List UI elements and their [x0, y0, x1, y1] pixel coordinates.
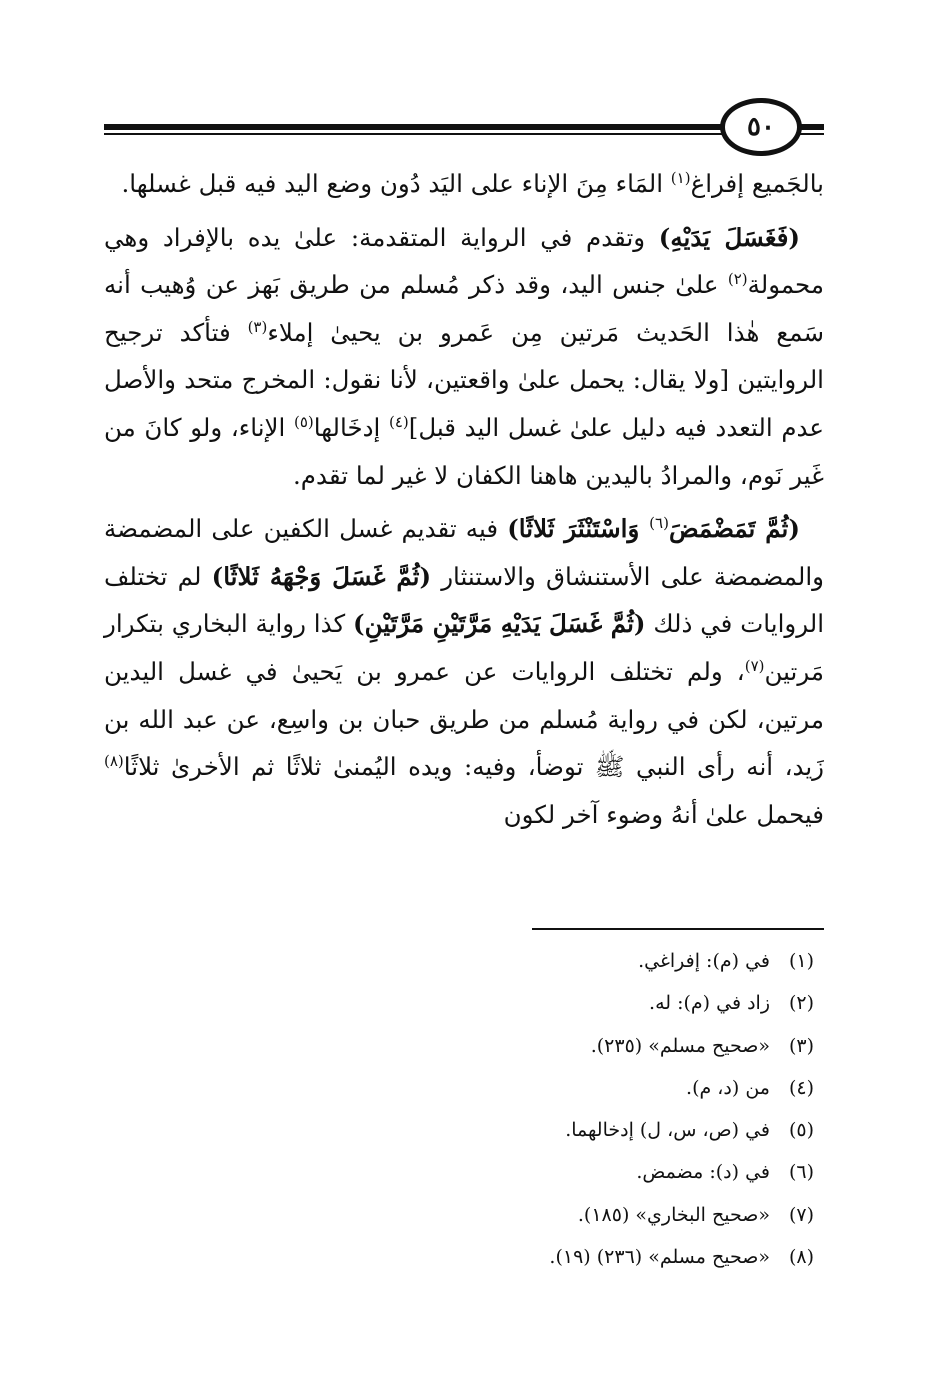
footnote-text: «صحيح مسلم» (٢٣٥).	[590, 1034, 770, 1057]
text-run: المَاء مِنَ الإناء على اليَد دُون وضع اليد فيه قبل غسلها.	[121, 169, 671, 198]
text-run: بالجَميع إفراغ	[690, 169, 824, 198]
hadith-quote: وَاسْتَنْثَرَ ثَلاثًا)	[507, 514, 650, 544]
footnote-number: (٦)	[788, 1161, 814, 1184]
footnote-ref: (٨)	[104, 751, 124, 770]
footnote-text: في (د): مضمض.	[636, 1161, 770, 1184]
footnote	[104, 1109, 824, 1151]
footnote-separator	[532, 928, 824, 930]
footnote-number: (٤)	[788, 1076, 814, 1099]
text-run: وتقدم في الرواية المتقدمة: علىٰ يده بالإفراد وهي محمولة	[104, 222, 824, 300]
text-run: فيه تقديم غسل الكفين على المضمضة والمضمضة على الأستنشاق والاستنثار	[104, 514, 824, 591]
page-number-badge	[720, 98, 802, 156]
text-run: فتأكد ترجيح الروايتين [ولا يقال: يحمل علىٰ واقعتين، لأنا نقول: المخرج متحد والأصل عدم التعدد فيه دليل علىٰ غسل اليد قبل]	[104, 317, 824, 442]
footnote-text: من (د، م).	[686, 1076, 770, 1099]
footnote-number: (٣)	[788, 1034, 814, 1057]
hadith-quote: (ثُمَّ غَسَلَ وَجْهَهُ ثَلاثًا)	[211, 561, 432, 591]
footnote-ref: (٣)	[247, 317, 268, 336]
footnote-ref: (٥)	[293, 412, 314, 431]
footnote-ref: (١)	[670, 168, 691, 187]
text-run: لم تختلف الروايات في ذلك	[104, 561, 825, 639]
footnote-ref: (٢)	[727, 270, 748, 289]
text-run: الإناء، ولو كانَ من غَير نَوم، والمرادُ باليدين هاهنا الكفان لا غير لما تقدم.	[104, 412, 824, 490]
paragraph	[104, 160, 824, 208]
footnote	[104, 982, 824, 1024]
page-header	[0, 0, 949, 170]
header-rule-right	[800, 124, 824, 130]
text-run: علىٰ جنس اليد، وقد ذكر مُسلم من طريق بَهز عن وُهيب أنه سَمع هٰذا الحَديث مَرتين مِن عَمرو بن يحيىٰ إملاء	[104, 270, 824, 347]
footnote-number: (١)	[788, 950, 814, 972]
main-text	[104, 160, 824, 838]
footnote	[104, 1025, 824, 1067]
header-rule-right-thin	[800, 133, 824, 135]
header-rule-thin	[104, 133, 724, 135]
footnote	[104, 1194, 824, 1236]
footnote-text: في (ص، س، ل) إدخالهما.	[565, 1119, 770, 1142]
footnotes-list	[104, 940, 824, 1278]
footnote-ref: (٦)	[649, 514, 669, 532]
footnote-text: «صحيح مسلم» (٢٣٦) (١٩).	[549, 1246, 770, 1269]
footnote-text: في (م): إفراغي.	[638, 950, 770, 972]
paragraph	[104, 505, 824, 838]
footnote	[104, 1067, 824, 1109]
paragraph	[104, 214, 824, 500]
footnote	[104, 1236, 824, 1278]
footnote-number: (٧)	[788, 1203, 814, 1226]
footnote	[104, 1151, 824, 1193]
text-run: ، ولم تختلف الروايات عن عمرو بن يَحيىٰ في غسل اليدين مرتين، لكن في رواية مُسلم من طريق حبان بن واسِع، عن عبد الله بن زَيد، أنه رأى النبي ﷺ توضأ، وفيه: ويده اليُمنىٰ ثلاثًا ثم الأخرىٰ ثلاثًا	[104, 656, 824, 782]
text-run: كذا رواية البخاري بتكرار مَرتين	[104, 609, 824, 686]
hadith-quote: (ثُمَّ تَمَضْمَضَ	[668, 514, 800, 544]
hadith-quote: (ثُمَّ غَسَلَ يَدَيْهِ مَرَّتَيْنِ مَرَّتَيْنِ)	[353, 609, 646, 639]
footnote	[104, 940, 824, 982]
page-number: ٥٠	[747, 112, 775, 142]
footnote-text: «صحيح البخاري» (١٨٥).	[577, 1203, 770, 1226]
footnote-text: زاد في (م): له.	[649, 992, 770, 1015]
footnote-number: (٥)	[788, 1119, 814, 1142]
header-rule	[104, 124, 724, 130]
text-run: إدخَالها	[313, 412, 389, 442]
footnote-ref: (٤)	[388, 412, 409, 431]
hadith-quote: (فَغَسَلَ يَدَيْهِ)	[658, 222, 800, 252]
footnote-number: (٢)	[788, 992, 814, 1015]
footnote-ref: (٧)	[744, 656, 765, 675]
footnote-number: (٨)	[788, 1246, 814, 1269]
text-run: فيحمل علىٰ أنهُ وضوء آخر لكون	[503, 799, 824, 829]
